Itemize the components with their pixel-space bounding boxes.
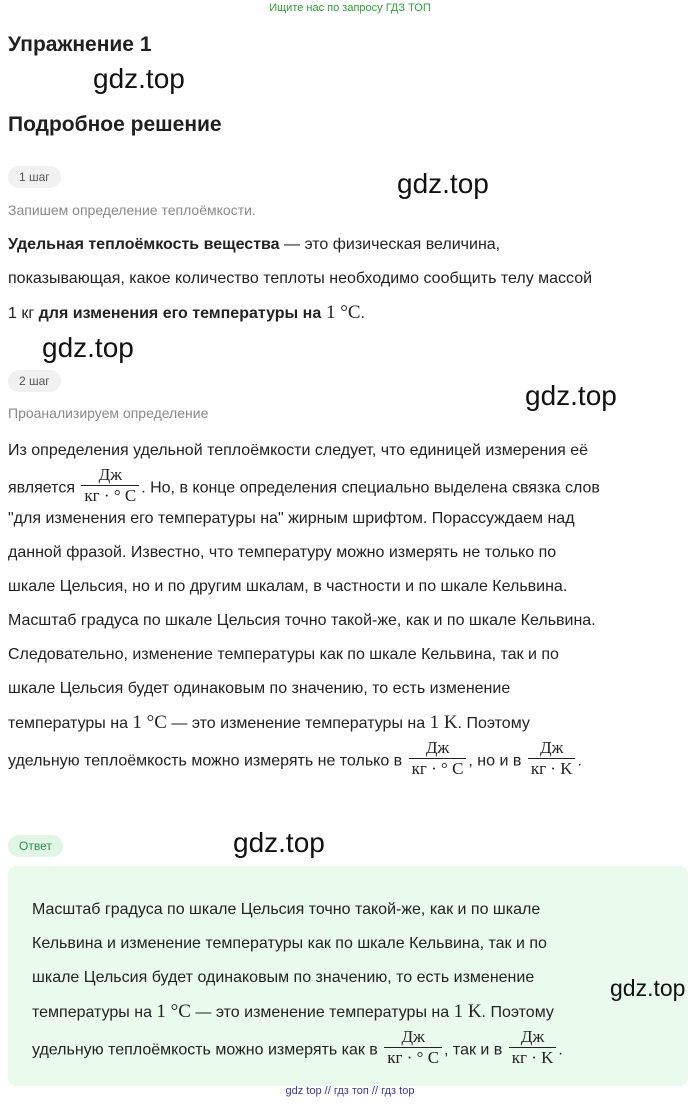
text-line [8, 738, 698, 782]
watermark: gdz.top [93, 63, 185, 94]
fraction-numerator: Дж [539, 738, 564, 757]
text-span: — это физическая величина, [279, 236, 501, 253]
text-span: удельную теплоёмкость можно измерять не только в [8, 752, 407, 770]
answer-text [32, 893, 672, 1071]
unit-fraction-celsius [81, 465, 139, 506]
text-line: "для изменения его температуры на" жирным шрифтом. Порассуждаем над [8, 510, 575, 527]
fraction-denominator: кг · K [528, 758, 576, 779]
watermark: gdz.top [610, 975, 686, 1001]
text-line: Следовательно, изменение температуры как по шкале Кельвина, так и по [8, 646, 559, 663]
math-expression: 1 °C [132, 712, 167, 733]
text-span: температуры на [8, 715, 133, 732]
text-span: . [577, 752, 582, 770]
unit-fraction-celsius [409, 738, 467, 779]
term-bold: Удельная теплоёмкость вещества [8, 236, 280, 253]
fraction-denominator: кг · K [509, 1047, 557, 1068]
watermark: gdz.top [397, 168, 489, 199]
definition-line: показывающая, какое количество теплоты необходимо сообщить телу массой [8, 270, 593, 287]
text-line: Масштаб градуса по шкале Цельсия точно такой-же, как и по шкале [32, 901, 541, 918]
unit-fraction-celsius [384, 1027, 442, 1068]
step-1-definition [8, 228, 698, 331]
text-line: шкале Цельсия будет одинаковым по значению, то есть изменение [8, 680, 511, 697]
step-2-lead: Проанализируем определение [8, 405, 209, 421]
definition-line [8, 296, 698, 331]
math-expression: 1 °C [321, 302, 361, 323]
unit-fraction-kelvin [528, 738, 576, 779]
text-span: . Поэтому [481, 1004, 554, 1021]
text-line [32, 995, 672, 1030]
watermark: gdz.top [233, 827, 325, 858]
page-title: Упражнение 1 [8, 33, 152, 56]
answer-chip: Ответ [8, 835, 63, 857]
text-line [8, 706, 698, 741]
text-span: — это изменение температуры на [190, 1004, 454, 1021]
math-expression: 1 °C [156, 1001, 191, 1022]
step-2-chip: 2 шаг [8, 370, 61, 392]
unit-fraction-kelvin [509, 1027, 557, 1068]
text-span: , но и в [468, 752, 526, 770]
text-span: — это изменение температуры на [166, 715, 430, 732]
watermark: gdz.top [42, 332, 134, 363]
text-line: Масштаб градуса по шкале Цельсия точно такой-же, как и по шкале Кельвина. [8, 612, 596, 629]
text-span: температуры на [32, 1004, 157, 1021]
step-1-lead: Запишем определение теплоёмкости. [8, 202, 256, 218]
watermark: gdz.top [525, 380, 617, 411]
fraction-numerator: Дж [520, 1027, 545, 1046]
text-line: Кельвина и изменение температуры как по шкале Кельвина, так и по [32, 935, 547, 952]
section-title: Подробное решение [8, 113, 222, 136]
text-span: 1 кг [8, 305, 39, 322]
step-1-chip: 1 шаг [8, 166, 61, 188]
text-span: удельную теплоёмкость можно измерять как в [32, 1041, 383, 1059]
text-span: является [8, 479, 80, 497]
fraction-numerator: Дж [98, 465, 122, 484]
fraction-numerator: Дж [425, 738, 450, 757]
footer-links[interactable]: gdz top // гдз топ // гдз top [285, 1085, 415, 1097]
fraction-denominator: кг · ° C [81, 485, 139, 506]
text-line: шкале Цельсия, но и по другим шкалам, в частности и по шкале Кельвина. [8, 578, 568, 595]
text-span: . Поэтому [457, 715, 530, 732]
text-line: шкале Цельсия будет одинаковым по значению, то есть изменение [32, 969, 535, 986]
fraction-numerator: Дж [401, 1027, 425, 1046]
text-span: . Но, в конце определения специально выделена связка слов [141, 479, 600, 497]
text-line: Из определения удельной теплоёмкости следует, что единицей измерения её [8, 442, 589, 459]
text-span: , так и в [444, 1041, 507, 1059]
math-expression: 1 K [453, 1001, 482, 1022]
text-span: . [360, 305, 365, 322]
definition-line [8, 228, 698, 262]
text-line [8, 465, 698, 505]
step-2-text [8, 434, 698, 782]
text-line: данной фразой. Известно, что температуру можно измерять не только по [8, 544, 557, 561]
top-banner[interactable]: Ищите нас по запросу ГДЗ ТОП [269, 2, 431, 14]
fraction-denominator: кг · ° C [384, 1047, 442, 1068]
text-line [32, 1027, 672, 1071]
text-span: . [558, 1041, 563, 1059]
fraction-denominator: кг · ° C [409, 758, 467, 779]
bold-phrase: для изменения его температуры на [38, 305, 322, 322]
math-expression: 1 K [429, 712, 458, 733]
